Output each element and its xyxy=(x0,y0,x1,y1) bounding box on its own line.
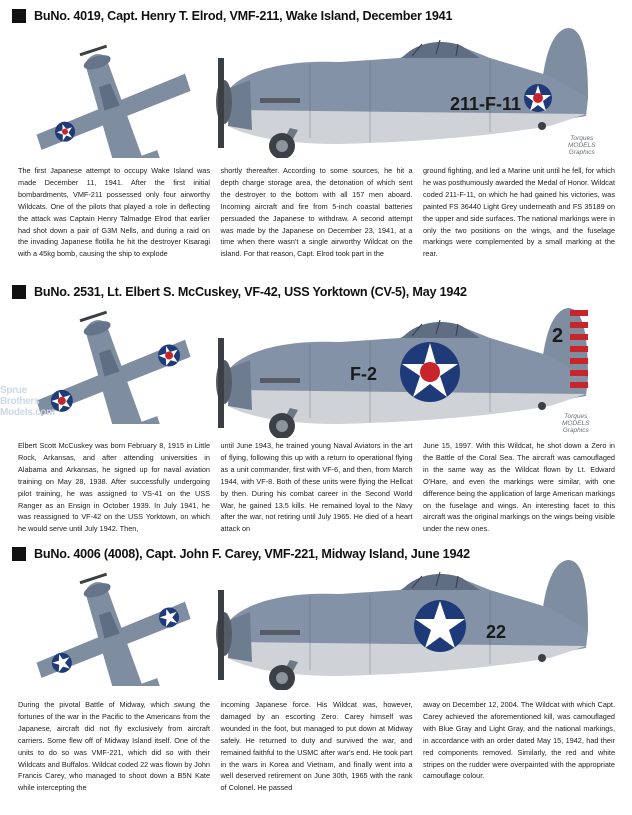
section-3-text xyxy=(18,699,615,794)
text-column: away on December 12, 2004. The Wildcat with which Capt. Carey achieved the aforementioned kill, was camouflaged with Blue Gray and Light Gray, and the national markings, in accordance with an order dated May 15, 1942, had their red components removed. Similarly, the red and white stripes on the rudder were overpainted with the appropriate camouflage colour. xyxy=(423,700,615,781)
section-bullet xyxy=(12,285,26,299)
text-column: until June 1943, he trained young Naval Aviators in the art of flying, following this up with a return to operational flying as a unit commander, first with VF-6, and then, from March 1944, with VF-8. Both of these units were flying the Hellcat by then. During his combat career in the Second World War, he gained 13.5 kills. He remained loyal to the Navy after the war, not retiring until July 1965. He died of a heart attack on xyxy=(220,441,413,534)
section-2-side-view xyxy=(190,298,610,438)
text-column: The first Japanese attempt to occupy Wake Island was made December 11, 1941. After the first initial bombardments, VMF-211 possessed only four airworthy Wildcats. One of the pilots that played a role in deflecting the attack was Captain Henry Talmadge Elrod that earlier had shot down a pair of G3M Nells, and during a raid on the invading Japanese flotilla he hit the destroyer Kisaragi with a 45kg bomb, causing the ship to explode xyxy=(18,166,210,259)
section-1-title: BuNo. 4019, Capt. Henry T. Elrod, VMF-211, Wake Island, December 1941 xyxy=(34,9,453,23)
section-3-title: BuNo. 4006 (4008), Capt. John F. Carey, VMF-221, Midway Island, June 1942 xyxy=(34,547,470,561)
section-2-title: BuNo. 2531, Lt. Elbert S. McCuskey, VF-42, USS Yorktown (CV-5), May 1942 xyxy=(34,285,467,299)
fuselage-code: F-2 xyxy=(350,364,377,384)
text-column: shortly thereafter. According to some sources, he hit a depth charge storage area, the detonation of which sent the destroyer to the bottom with all 157 men aboard. Incoming aircraft and fire from 5-inch coastal batteries persuaded the Japanese to withdraw. A second attempt was made by the Japanese on December 23, 1941, at a time when there wasn't a single airworthy Wildcat on the island. For that reason, Capt. Elrod took part in the xyxy=(220,166,413,259)
artist-watermark-1: Torques MODELS Graphics xyxy=(568,135,596,156)
section-1-side-view xyxy=(190,18,610,158)
section-1-top-view xyxy=(22,38,202,158)
text-column: June 15, 1997. With this Wildcat, he shot down a Zero in the Battle of the Coral Sea. The aircraft was camouflaged in the same way as the Wildcat flown by Lt. Edward O'Hare, and even the markings were similar, with one difference being the application of large American markings on the fuselage and wings. An interesting facet to this aircraft was the original markings on the wings being visible under the new ones. xyxy=(423,441,615,534)
fuselage-insignia xyxy=(524,84,552,112)
section-bullet xyxy=(12,547,26,561)
fuselage-insignia xyxy=(414,600,466,652)
fuselage-code: 211-F-11 xyxy=(450,94,522,114)
fuselage-code: 22 xyxy=(486,622,507,642)
section-1-text xyxy=(18,165,615,260)
text-column: During the pivotal Battle of Midway, which swung the fortunes of the war in the Pacific to the Americans from the Japanese, aircraft did not fly exclusively from aircraft carriers. Some flew off of Midway Island itself. One of the units to do so was VMF-221, which did so with their Wildcats and Buffalos. Wildcat coded 22 was flown by John Francis Carey, who managed to shoot down a B5N Kate while intercepting the xyxy=(18,700,210,793)
tail-code: 2 xyxy=(552,325,564,347)
brand-watermark: Sprue Brothers Models.com xyxy=(0,385,55,418)
text-column: ground fighting, and led a Marine unit until he fell, for which he was posthumously awarded the Medal of Honor. Wildcat coded 211-F-11, on which he had gained his victories, was painted FS 36440 Light Grey underneath and FS 35189 on the upper and side surfaces. The national markings were in only the two positions on the wings, and the fuselage markings were complemented by a small marking at the rear. xyxy=(423,166,615,259)
section-3-side-view xyxy=(190,550,610,690)
section-3-top-view xyxy=(22,566,202,686)
section-bullet xyxy=(12,9,26,23)
text-column: incoming Japanese force. His Wildcat was, however, damaged by an escorting Zero. Carey himself was wounded in the foot, but managed to put down at Midway safely. He returned to duty and survived the war, and remained faithful to the USMC after war's end. He took part in the wars in Korea and Vietnam, and finally went into a well deserved retirement on June 30th, 1965 with the rank of Colonel. He passed xyxy=(220,700,413,793)
artist-watermark-2: Torques MODELS Graphics xyxy=(562,413,590,434)
fuselage-insignia xyxy=(400,342,460,402)
section-2-text xyxy=(18,440,615,535)
text-column: Elbert Scott McCuskey was born February 8, 1915 in Little Rock, Arkansas, and after attending universities in Alabama and Arkansas, he signed up for naval aviation training on May 28, 1938. After successfully undergoing pilot training, he was assigned to VS-41 on the USS Ranger as an Ensign in October 1939. In July 1941, he was reassigned to VF-42 on the USS Yorktown, on which he would serve until July 1942. Then, xyxy=(18,441,210,534)
